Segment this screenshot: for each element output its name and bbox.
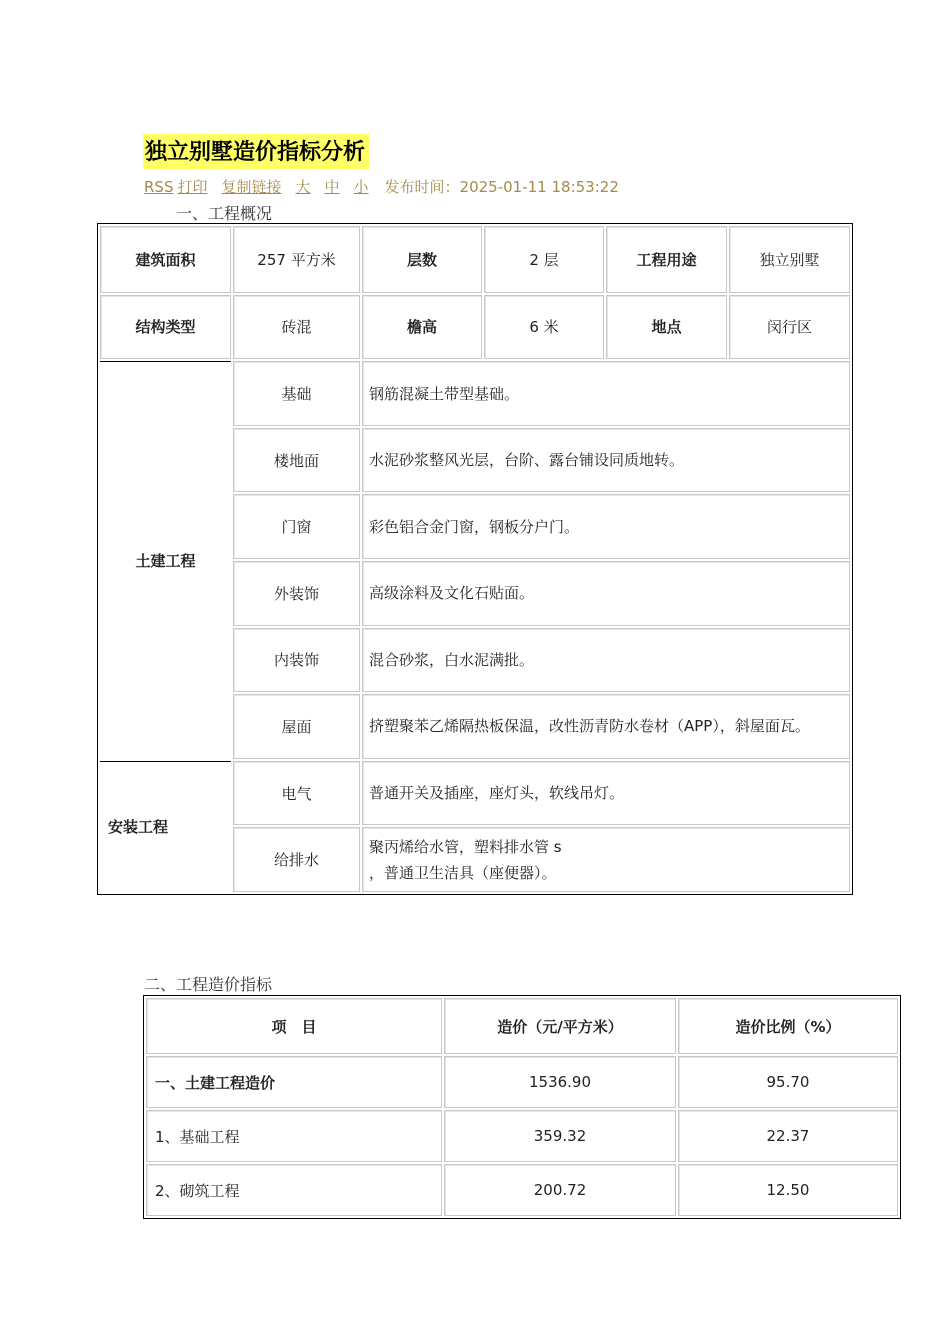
- cost-header-ratio: 造价比例（%）: [678, 998, 898, 1054]
- section-heading-overview: 一、工程概况: [176, 204, 273, 223]
- cost-row-ratio: 22.37: [678, 1110, 898, 1162]
- font-size-small-link[interactable]: 小: [353, 178, 369, 196]
- floors-value: 2 层: [484, 226, 604, 293]
- install-item-name: 电气: [233, 761, 360, 826]
- civil-item-name: 内装饰: [233, 628, 360, 693]
- installation-works-group: 安装工程: [100, 761, 231, 892]
- font-size-medium-link[interactable]: 中: [324, 178, 340, 196]
- structure-value: 砖混: [233, 295, 360, 360]
- install-item-desc: 普通开关及插座，座灯头，软线吊灯。: [362, 761, 850, 826]
- eave-label: 檐高: [362, 295, 482, 360]
- cost-row-price: 200.72: [444, 1164, 676, 1216]
- area-value: 257 平方米: [233, 226, 360, 293]
- location-value: 闵行区: [729, 295, 850, 360]
- civil-item-desc: 水泥砂浆整风光层，台阶、露台铺设同质地转。: [362, 428, 850, 493]
- civil-item-desc: 高级涂料及文化石贴面。: [362, 561, 850, 626]
- civil-item-desc: 挤塑聚苯乙烯隔热板保温，改性沥青防水卷材（APP），斜屋面瓦。: [362, 694, 850, 759]
- font-size-large-link[interactable]: 大: [295, 178, 311, 196]
- cost-row-item: 2、砌筑工程: [146, 1164, 442, 1216]
- copy-link[interactable]: 复制链接: [221, 178, 282, 196]
- cost-row-item: 1、基础工程: [146, 1110, 442, 1162]
- install-item-name: 给排水: [233, 827, 360, 892]
- civil-item-name: 楼地面: [233, 428, 360, 493]
- section-heading-cost: 二、工程造价指标: [144, 975, 273, 994]
- floors-label: 层数: [362, 226, 482, 293]
- civil-item-desc: 彩色铝合金门窗，钢板分户门。: [362, 494, 850, 559]
- install-desc-line: ，普通卫生洁具（座便器）。: [369, 863, 557, 882]
- page-title: 独立别墅造价指标分析: [143, 134, 369, 169]
- structure-label: 结构类型: [100, 295, 231, 360]
- cost-index-table: [143, 995, 901, 1219]
- civil-item-name: 基础: [233, 361, 360, 426]
- area-label: 建筑面积: [100, 226, 231, 293]
- publish-time: 发布时间：2025-01-11 18:53:22: [384, 178, 619, 196]
- cost-row-price: 359.32: [444, 1110, 676, 1162]
- location-label: 地点: [606, 295, 727, 360]
- cost-row-ratio: 12.50: [678, 1164, 898, 1216]
- usage-label: 工程用途: [606, 226, 727, 293]
- civil-works-group: 土建工程: [100, 361, 231, 759]
- cost-row-ratio: 95.70: [678, 1056, 898, 1108]
- install-desc-line: 聚丙烯给水管，塑料排水管 s: [369, 837, 562, 856]
- civil-item-name: 屋面: [233, 694, 360, 759]
- civil-item-desc: 混合砂浆，白水泥满批。: [362, 628, 850, 693]
- civil-item-name: 外装饰: [233, 561, 360, 626]
- cost-header-price: 造价（元/平方米）: [444, 998, 676, 1054]
- usage-value: 独立别墅: [729, 226, 850, 293]
- install-item-desc: [362, 827, 850, 892]
- rss-link[interactable]: RSS: [144, 178, 174, 196]
- civil-item-name: 门窗: [233, 494, 360, 559]
- eave-value: 6 米: [484, 295, 604, 360]
- cost-row-item: 一、土建工程造价: [146, 1056, 442, 1108]
- print-link[interactable]: 打印: [177, 178, 208, 196]
- article-toolbar: [144, 176, 619, 197]
- cost-header-item: 项 目: [146, 998, 442, 1054]
- overview-table: [97, 223, 853, 895]
- civil-item-desc: 钢筋混凝土带型基础。: [362, 361, 850, 426]
- cost-row-price: 1536.90: [444, 1056, 676, 1108]
